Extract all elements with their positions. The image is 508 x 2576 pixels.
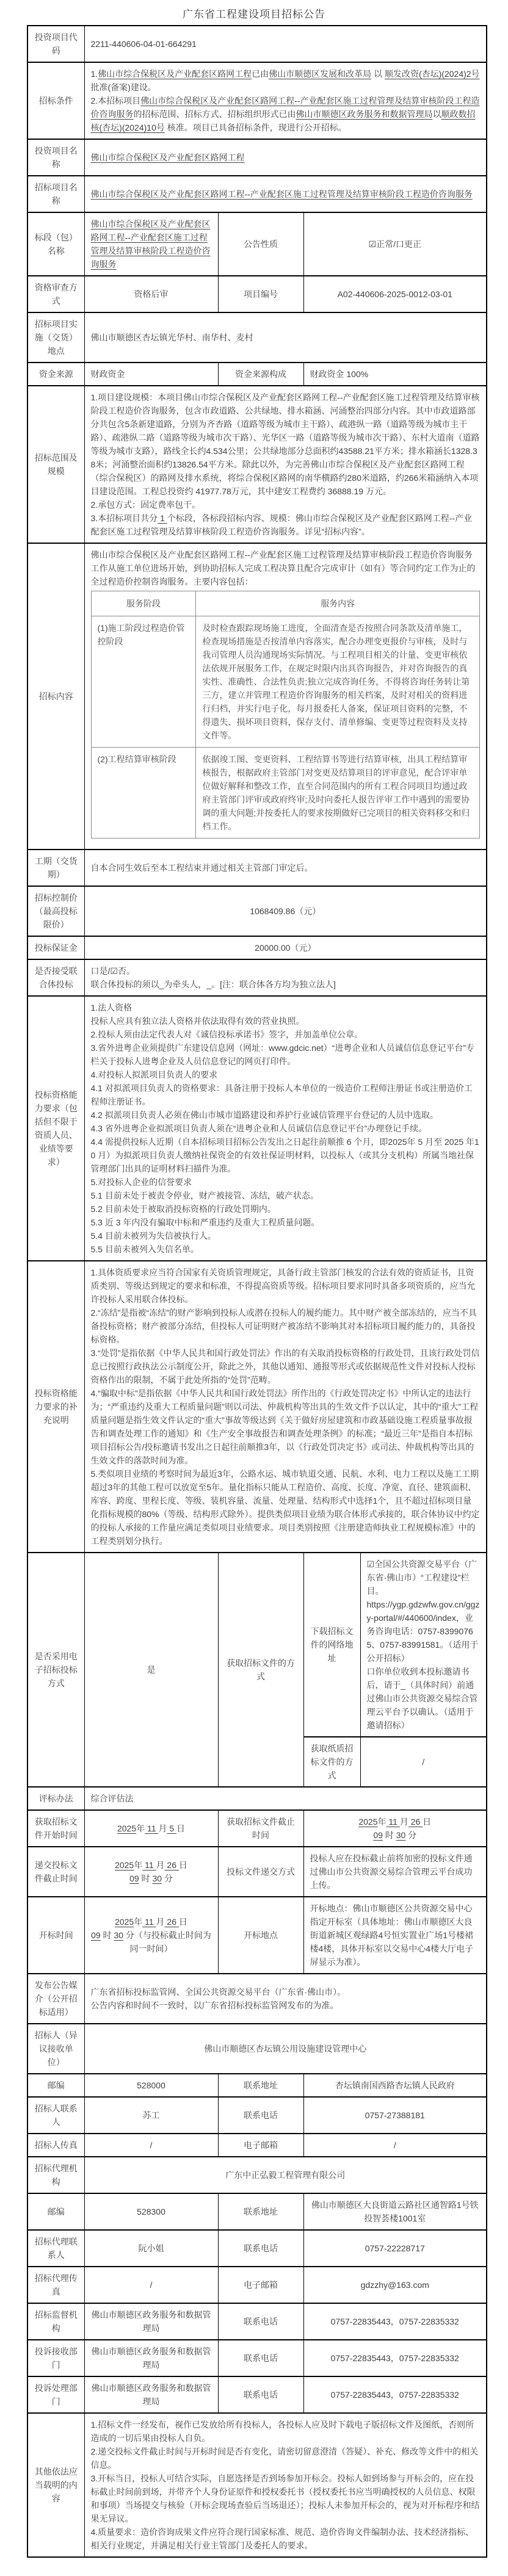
row-tenderer bbox=[27, 2024, 487, 2074]
supervisor-phone-label: 联系电话 bbox=[218, 2303, 303, 2340]
service-row-2 bbox=[91, 748, 480, 839]
page-title: 广东省工程建设项目招标公告 bbox=[183, 9, 325, 20]
row-bid-conditions bbox=[27, 62, 487, 139]
row-complaint-handle bbox=[27, 2376, 487, 2413]
etender-label: 是否采用电子招标投标方式 bbox=[27, 1553, 84, 1787]
row-agency-fax bbox=[27, 2267, 487, 2303]
complaint-recv-phone-label: 联系电话 bbox=[218, 2340, 303, 2376]
tender-name-link[interactable]: 佛山市综合保税区及产业配套区路网工程--产业配套区施工过程管理及结算审核阶段工程造价咨询服务 bbox=[84, 176, 487, 212]
tenderer-email-value: / bbox=[303, 2134, 487, 2157]
notice-nature-value: ☑正常/口更正 bbox=[303, 212, 487, 276]
row-agency bbox=[27, 2157, 487, 2193]
row-tender-name bbox=[27, 176, 487, 212]
row-scope bbox=[27, 386, 487, 543]
agency-email-label: 电子邮箱 bbox=[218, 2267, 303, 2303]
funds-comp-label: 资金来源构成 bbox=[218, 363, 303, 386]
agency-email-value: gdzzhy@163.com bbox=[303, 2267, 487, 2303]
notice-nature-label: 公告性质 bbox=[218, 212, 303, 276]
doc-end-value: 2025年 11 月 26 日 09 时 30 分 bbox=[303, 1810, 487, 1847]
tenderer-contact-label: 招标人联系人 bbox=[27, 2097, 84, 2134]
project-no-value: A02-440606-2025-0012-03-01 bbox=[303, 276, 487, 312]
doc-start-label: 获取招标文件开始时间 bbox=[27, 1810, 84, 1847]
bid-bond-label: 投标保证金 bbox=[27, 936, 84, 959]
supervisor-label: 招标监督机构 bbox=[27, 2303, 84, 2340]
qualification-req-label: 投标资格能力要求（包括但不限于资质人员、业绩等要求） bbox=[27, 996, 84, 1261]
row-agency-contact bbox=[27, 2230, 487, 2267]
etender-value: 是 bbox=[84, 1553, 218, 1787]
supervisor-value: 佛山市顺德区政务服务和数据管理局 bbox=[84, 2303, 218, 2340]
row-location bbox=[27, 312, 487, 363]
tenderer-email-label: 电子邮箱 bbox=[218, 2134, 303, 2157]
tenderer-fax-label: 招标人传真 bbox=[27, 2134, 84, 2157]
agency-address-value: 佛山市顺德区大良街道云路社区通智路1号铁投智荟楼1001室 bbox=[303, 2193, 487, 2230]
investment-code-label: 投资项目代码 bbox=[27, 26, 84, 62]
doc-start-value: 2025年 11 月 5 日 bbox=[84, 1810, 218, 1847]
service-detail-2: 依据竣工图、变更资料、工程结算书等进行结算审核，出具工程结算审核报告，根据政府主管部门对变更及结算项目的评审意见，配合评审单位做好解释和整改工作，直至合同范围内的所有工程合同项目均通过政府主管部门评审或政府终审;及时向委托人报告评审工作中遇到的需要协调的重大问题;并按委托人的要求按期做好已完项目的相关资料移交和归档工作。 bbox=[196, 748, 480, 839]
service-detail-1: 及时检查跟踪现场施工进度，全面清查是否按照合同条款及清单施工，检查现场措施是否按清单内容落实，配合办理变更报价与审核，及时与我司管理人员沟通现场实际情况。与工程项目相关的计量、变更审核依法依规开展服务工作，在规定时限内出具咨询报告，并对咨询报告的真实性、准确性、合法性负责;独立完成咨询任务，不得将咨询任务转让第三方，建立并管理工程造价咨询服务的相关档案，及时对相关的资料进行归档，并实行电子化，每月报委托人备案，保证项目资料的完整，不得遗失、损坏项目资料，保存支付、清单修编、变更等过程资料及支持文件等。 bbox=[196, 616, 480, 748]
row-funds bbox=[27, 363, 487, 386]
tenderer-postcode-label: 邮编 bbox=[27, 2074, 84, 2097]
row-qualification-notes bbox=[27, 1261, 487, 1553]
media-value: 广东省招标投标监管网、全国公共资源交易平台（广东省·佛山市）。 公告内容和时间不一致时，以广东省招标投标监管网发布的为准。 bbox=[84, 1974, 487, 2024]
complaint-recv-value: 佛山市顺德区政务服务和数据管理局 bbox=[84, 2340, 218, 2376]
paper-method-label: 获取纸质招标文件的方式 bbox=[303, 1737, 360, 1787]
funds-value: 财政资金 bbox=[84, 363, 218, 386]
complaint-handle-phone-label: 联系电话 bbox=[218, 2376, 303, 2413]
tenderer-address-value: 杏坛镇南国西路杏坛镇人民政府 bbox=[303, 2074, 487, 2097]
media-label: 发布公告媒介（公开招标适用） bbox=[27, 1974, 84, 2024]
evaluation-label: 评标办法 bbox=[27, 1787, 84, 1810]
acquire-method-label: 获取招标文件的方式 bbox=[218, 1553, 303, 1787]
content-intro: 佛山市综合保税区及产业配套区路网工程--产业配套区施工过程管理及结算审核阶段工程造价咨询服务工作从施工单位进场开始，到协助招标人完成工程决算且配合完成审计（如有）等合同约定工作为止的全过程造价控制咨询服务。主要内容包括： bbox=[90, 550, 476, 586]
submit-method-value: 投标人应在投标截止前将加密的投标文件通过佛山市公共资源交易综合管理云平台成功上传。 bbox=[303, 1847, 487, 1897]
scope-value: 1.项目建设规模：本项目佛山市综合保税区及产业配套区路网工程--产业配套区施工过程管理及结算审核阶段工程造价咨询服务，包含市政道路、公共绿地、排水箱涵、河涌整治四部分内容。其中市政道路部分共包含5条新建道路，分别为齐杏路（道路等级为城市主干路）、疏港纵一路（道路等级为城市主干路）、疏港纵二路（道路等级为城市次干路）、光华区一路（道路等级为城市次干路）、东村大道南（道路等级为城市支路），路线全长约4.534公里；公共绿地部分总面积约43588.21平方米；排水箱涵长1328.38米；河涌整治面积约13826.54平方米。除此以外，为完善佛山市综合保税区及产业配套区路网工程（综合保税区）的路网及排水系统，将综合保税区路网的南华横路约280米道路，约266米箱涵纳入本项目建设范围。工程总投资约 41977.78万元，其中建安工程费约 36888.19 万元。 2.承包方式：固定费率包干。 3.本招标项目共分 1 个标段，各标段招标内容、规模：佛山市综合保税区及产业配套区路网工程--产业配套区施工过程管理及结算审核阶段工程造价咨询服务。详见“招标内容”。 bbox=[84, 386, 487, 543]
row-consortium bbox=[27, 959, 487, 996]
tenderer-address-label: 联系地址 bbox=[218, 2074, 303, 2097]
agency-label: 招标代理机构 bbox=[27, 2157, 84, 2193]
investment-name-label: 投资项目名称 bbox=[27, 139, 84, 176]
row-duration bbox=[27, 850, 487, 886]
other-label: 其他依法应当载明的内容 bbox=[27, 2413, 84, 2557]
funds-label: 资金来源 bbox=[27, 363, 84, 386]
complaint-recv-label: 投诉接收部门 bbox=[27, 2340, 84, 2376]
investment-name-link[interactable]: 佛山市综合保税区及产业配套区路网工程 bbox=[84, 139, 487, 176]
opening-time-value: 2025年 11 月 26 日 09 时 30 分（与投标截止时间为同一时间） bbox=[84, 1897, 218, 1974]
scope-label: 招标范围及规模 bbox=[27, 386, 84, 543]
agency-contact-label: 招标代理联系人 bbox=[27, 2230, 84, 2267]
service-table bbox=[91, 591, 481, 839]
agency-phone-label: 联系电话 bbox=[218, 2230, 303, 2267]
content-value bbox=[84, 543, 487, 850]
agency-fax-value: / bbox=[84, 2267, 218, 2303]
row-control-price bbox=[27, 886, 487, 936]
supervisor-phone-value: 0757-22835443，0757-22835332 bbox=[303, 2303, 487, 2340]
download-address-value[interactable]: ☑全国公共资源交易平台（广东省·佛山市）“工程建设”栏目。 https://ygp.gdzwfw.gov.cn/ggzy-portal/#/440600/index，业务咨询电话：0757-83990765、0757-83991581。（适用于公开招标） 口你单位收到本投标邀请书后，请于_（具体时间）前通过佛山市公共资源交易综合管理云平台予以确认。（适用于邀请招标） bbox=[360, 1553, 487, 1737]
submit-deadline-label: 递交投标文件截止时间 bbox=[27, 1847, 84, 1897]
service-stage-2: (2)工程结算审核阶段 bbox=[91, 748, 196, 839]
download-address-label: 下载招标文件的网络地址 bbox=[303, 1553, 360, 1737]
opening-place-label: 开标地点 bbox=[218, 1897, 303, 1974]
complaint-recv-phone-value: 0757-22835443，0757-22835332 bbox=[303, 2340, 487, 2376]
evaluation-value: 综合评估法 bbox=[84, 1787, 487, 1810]
section-label: 标段（包）名称 bbox=[27, 212, 84, 276]
service-header-row bbox=[91, 591, 480, 616]
duration-value: 自本合同生效后至本工程结束并通过相关主管部门审定后。 bbox=[84, 850, 487, 886]
opening-place-value: 开标地点：佛山市顺德区公共资源交易中心指定开标室（具体地址：佛山市顺德区大良街道新城区观绿路4号恒实置业广场1号楼裙楼4楼，具体开标室以交易中心4楼大厅电子屏显示为准）。 bbox=[303, 1897, 487, 1974]
row-bid-bond bbox=[27, 936, 487, 959]
control-price-value: 1068409.86（元） bbox=[84, 886, 487, 936]
agency-contact-value: 阮小姐 bbox=[84, 2230, 218, 2267]
complaint-handle-value: 佛山市顺德区政务服务和数据管理局 bbox=[84, 2376, 218, 2413]
control-price-label: 招标控制价（最高投标限价） bbox=[27, 886, 84, 936]
row-supervisor bbox=[27, 2303, 487, 2340]
row-qualification-req bbox=[27, 996, 487, 1261]
row-other bbox=[27, 2413, 487, 2557]
row-agency-post bbox=[27, 2193, 487, 2230]
opening-time-label: 开标时间 bbox=[27, 1897, 84, 1974]
submit-deadline-value: 2025年 11 月 26 日 09 时 30 分 bbox=[84, 1847, 218, 1897]
qualification-notes-value: 1.具体资质要求应当符合国家有关资质管理规定，具备行政主管部门核发的合法有效的资质证书，且资质类别、等级达到规定的要求和标准，不得提高资质等级。招标项目要求同时具备多项资质的，应当允许投标人采用联合体投标。 2.“冻结”是指被“冻结”的财产影响到投标人或潜在投标人的履约能力。其中财产被全部冻结的，应当不具备投标资格；财产被部分冻结，但投标人可证明财产被冻结不影响其对本招标项目履约能力的，具备投标资格。 3.“处罚”是指依据《中华人民共和国行政处罚法》作出的有关取消投标资格的行政处罚，且该行政处罚信息已按照行政执法公示制度公开，除此之外，其他以通知、通报等形式或依据规范性文件对投标人投标资格作出的限制，不属于此处所指的“处罚”范畴。 4.“骗取中标”是指依据《中华人民共和国行政处罚法》所作出的《行政处罚决定书》中所认定的违法行为；“严重违约及重大工程质量问题”则以司法、仲裁机构等出具的生效文件予以认定，其中的“重大”工程质量问题是指生效文件认定的“重大”事故等级达到《关于做好房屋建筑和市政基础设施工程质量事故报告和调查处理工作的通知》和《生产安全事故报告和调查处理条例》的标准；“最近三年”是指自本招标项目招标公告/投标邀请书发出之日起往前顺推3年，以《行政处罚决定书》或司法、仲裁机构等出具的生效文件的落款时间为准。 5.类似项目业绩的考察时间为最近3年，公路水运、城市轨道交通、民航、水利、电力工程以及施工工期超过3年的其他工程可以放宽至5年。量化指标只能从工程造价、高度、长度、净宽、直径、建筑面积、库容、跨度、里程长度、等级、装机容量、流量、处理量、结构形式中选择1个，且不超过招标项目量化指标规模的80%（等级、结构形式除外）。提供类似项目业绩为联合体形式承接的，联合体协议中约定的投标人承接的工作量应满足类似项目业绩要求。项目类别按照《注册建造师执业工程规模标准》中的工程类别划分执行。 bbox=[84, 1261, 487, 1553]
investment-code-value: 2211-440606-04-01-664291 bbox=[84, 26, 487, 62]
row-submit bbox=[27, 1847, 487, 1897]
agency-postcode-label: 邮编 bbox=[27, 2193, 84, 2230]
service-row-1 bbox=[91, 616, 480, 748]
tenderer-label: 招标人（异议接收单位） bbox=[27, 2024, 84, 2074]
consortium-value: 口是/☑否。 联合体投标的须以_为牵头人，_。[注：联合体各方均为独立法人] bbox=[84, 959, 487, 996]
row-investment-name bbox=[27, 139, 487, 176]
service-stage-1: (1)施工阶段过程造价管控阶段 bbox=[91, 616, 196, 748]
doc-end-label: 获取招标文件截止时间 bbox=[218, 1810, 303, 1847]
row-section bbox=[27, 212, 487, 276]
row-opening bbox=[27, 1897, 487, 1974]
submit-method-label: 投标文件递交方式 bbox=[218, 1847, 303, 1897]
tenderer-contact-value: 苏工 bbox=[84, 2097, 218, 2134]
row-content bbox=[27, 543, 487, 850]
funds-comp-value: 财政资金 100% bbox=[303, 363, 487, 386]
service-content-header: 服务内容 bbox=[196, 591, 480, 616]
location-value: 佛山市顺德区杏坛镇光华村、南华村、麦村 bbox=[84, 312, 487, 363]
row-evaluation bbox=[27, 1787, 487, 1810]
row-tenderer-contact bbox=[27, 2097, 487, 2134]
row-etender bbox=[27, 1553, 487, 1737]
row-tenderer-post bbox=[27, 2074, 487, 2097]
qualification-mode-value: 资格后审 bbox=[84, 276, 218, 312]
qualification-notes-label: 投标资格能力要求的补充说明 bbox=[27, 1261, 84, 1553]
row-qualification-mode bbox=[27, 276, 487, 312]
duration-label: 工期（交货期） bbox=[27, 850, 84, 886]
row-complaint-recv bbox=[27, 2340, 487, 2376]
location-label: 招标项目实施（交货）地点 bbox=[27, 312, 84, 363]
service-stage-header: 服务阶段 bbox=[91, 591, 196, 616]
tender-table bbox=[27, 25, 487, 2558]
tenderer-value: 佛山市顺德区杏坛镇公用设施建设管理中心 bbox=[84, 2024, 487, 2074]
content-label: 招标内容 bbox=[27, 543, 84, 850]
row-investment-code bbox=[27, 26, 487, 62]
consortium-label: 是否接受联合体投标 bbox=[27, 959, 84, 996]
complaint-handle-label: 投诉处理部门 bbox=[27, 2376, 84, 2413]
complaint-handle-phone-value: 0757-22835443，0757-22835332 bbox=[303, 2376, 487, 2413]
tenderer-phone-value: 0757-27388181 bbox=[303, 2097, 487, 2134]
tenderer-phone-label: 联系电话 bbox=[218, 2097, 303, 2134]
agency-postcode-value: 528300 bbox=[84, 2193, 218, 2230]
agency-value: 广东中正弘毅工程管理有限公司 bbox=[84, 2157, 487, 2193]
qualification-mode-label: 资格审查方式 bbox=[27, 276, 84, 312]
agency-phone-value: 0757-22228717 bbox=[303, 2230, 487, 2267]
bid-bond-value: 20000.00（元） bbox=[84, 936, 487, 959]
agency-fax-label: 招标代理传真 bbox=[27, 2267, 84, 2303]
tender-announcement-page bbox=[0, 5, 508, 2576]
agency-address-label: 联系地址 bbox=[218, 2193, 303, 2230]
section-name-link[interactable]: 佛山市综合保税区及产业配套区路网工程--产业配套区施工过程管理及结算审核阶段工程造价咨询服务 bbox=[84, 212, 218, 276]
bid-conditions-label: 招标条件 bbox=[27, 62, 84, 139]
project-no-label: 项目编号 bbox=[218, 276, 303, 312]
bid-conditions-value: 1.佛山市综合保税区及产业配套区路网工程已由佛山市顺德区发展和改革局 以 顺发改资(杏坛)(2024)2号批准(备案)建设。 2.本招标项目佛山市综合保税区及产业配套区路网工程--产业配套区施工过程管理及结算审核阶段工程造价咨询服务的招标范围、招标方式、招标组织形式已由佛山市顺德区政务服务和数据管理局以顺政数招核(杏坛)(2024)10号 核准。项目已具备招标条件，现进行公开招标。 bbox=[84, 62, 487, 139]
qualification-req-value: 1.法人资格 投标人应具有独立法人资格并依法取得有效的营业执照。 2.投标人须由法定代表人对《诚信投标承诺书》签字，并加盖单位公章。 3.省外进粤企业须提供广东建设信息网（网址：www.gdcic.net）“进粤企业和人员诚信信息登记平台”专栏关于投标人进粤企业及人员信息登记的网页打印件。 4.对投标人拟派项目负责人的要求 4.1 对拟派项目负责人的资格要求：具备注册于投标人本单位的一级造价工程师注册证书或注册造价工程师注册证书。 4.2 拟派项目负责人必须在佛山市城市道路建设和养护行业诚信管理平台登记的人员中选取。 4.3 省外进粤企业拟派项目负责人须在“进粤企业和人员诚信信息登记平台”办理登记手续。 4.4 需提供投标人近期（自本招标项目招标公告发出之日起往前顺推 6 个月，即2025年 5 月至 2025 年10 月）为拟派项目负责人缴纳社保资金的有效社保证明材料，以投标人（或其分支机构）所属当地社保管理部门出具的证明材料扫描件为准。 5.对投标人企业的信誉要求 5.1 目前未处于被责令停业，财产被接管、冻结，破产状态。 5.2 目前未处于被取消投标资格的行政处罚期内。 5.3 近 3 年内没有骗取中标和严重违约及重大工程质量问题。 5.4 目前未被列为失信被执行人。 5.5 目前未被列入失信名单。 bbox=[84, 996, 487, 1261]
tenderer-postcode-value: 528000 bbox=[84, 2074, 218, 2097]
other-value: 1.招标文件一经发布，视作已发放给所有投标人，各投标人应及时下载电子版招标文件及图纸，否则所造成的一切后果由投标人自负。 2.递交投标文件截止时间与开标时间是否有变化，请密切留意澄清（答疑）、补充、修改等文件中的相关信息。 3.开标当日，投标人可结合实际，自愿选择是否到场参加开标会。投标人如到场参与开标会的，应在投标截止时间前到场，并带齐个人身份证原件和授权委托书（授权委托书应当明确授权的人员信息、权限和事项）当场提交与核验（开标会现场查验后当场退还）；投标人未参加开标会的，视为对开标程序和结果无异议。 4.质量要求：造价咨询成果文件应符合现行国家标准、规范、造价咨询文件编制办法、技术经济指标、相关行业规定，并满足相关行业主管部门及委托人的要求。 bbox=[84, 2413, 487, 2557]
tenderer-fax-value: / bbox=[84, 2134, 218, 2157]
row-tenderer-fax bbox=[27, 2134, 487, 2157]
paper-method-value: / bbox=[360, 1737, 487, 1787]
row-media bbox=[27, 1974, 487, 2024]
tender-name-label: 招标项目名称 bbox=[27, 176, 84, 212]
row-doc-time bbox=[27, 1810, 487, 1847]
